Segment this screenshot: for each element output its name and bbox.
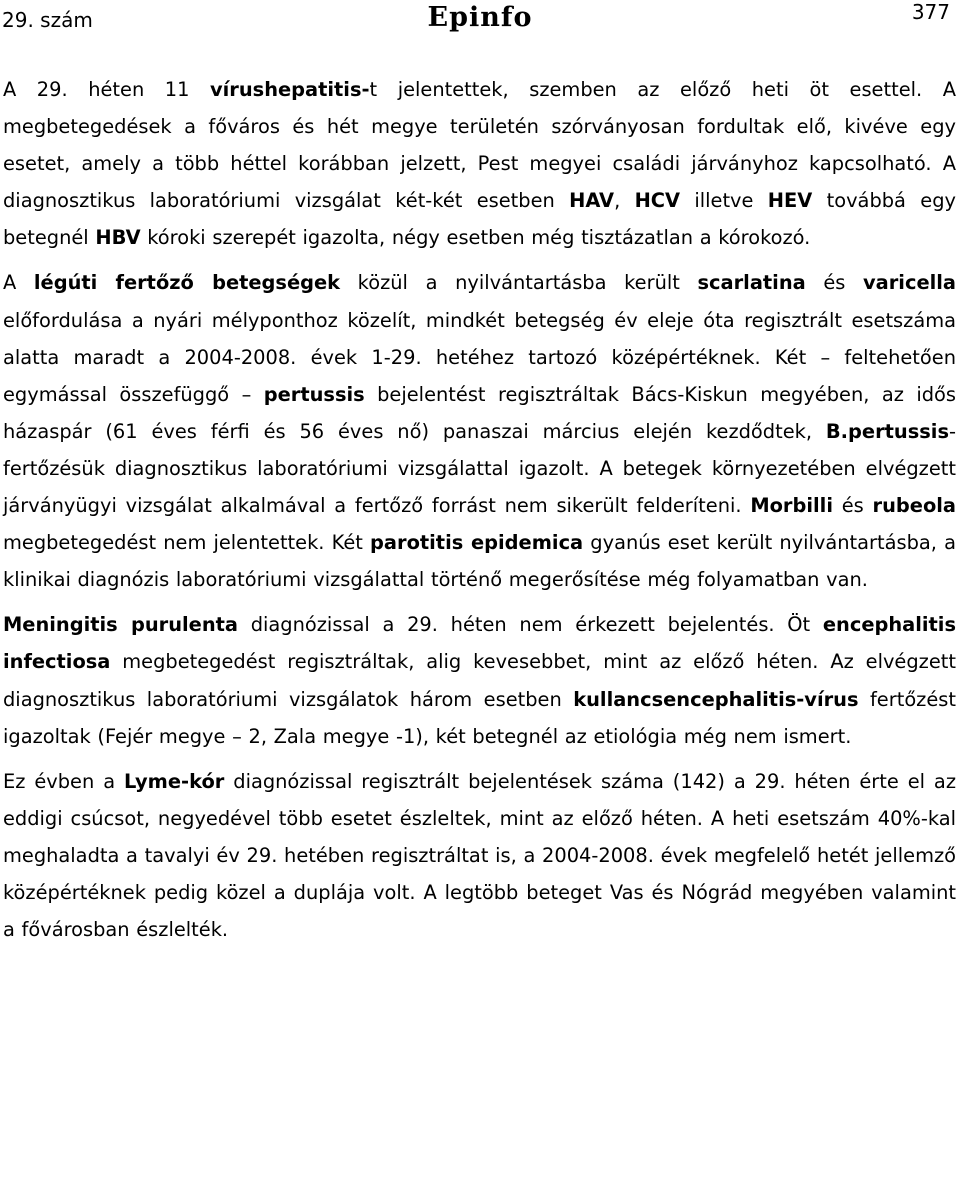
text-run: t jelentettek, szemben az előző heti öt esettel. A megbetegedések a főváros és hét megye területén szórványosan fordultak elő, kivéve egy esetet, amely a több héttel korábban jelzett, Pest megyei családi járványhoz kapcsolható. A diagnosztikus laboratóriumi vizsgálat két-két esetben [3, 78, 956, 213]
page-number: 377 [911, 0, 950, 24]
text-run: -fertőzésük diagnosztikus laboratóriumi vizsgálattal igazolt. A betegek környezetében elvégzett járványügyi vizsgálat alkalmával a fertőző forrást nem sikerült felderíteni. [3, 419, 956, 518]
term-hcv: HCV [634, 189, 681, 213]
article-body [3, 71, 956, 948]
text-run: illetve [680, 189, 768, 213]
paragraph-lyme [3, 763, 956, 948]
text-run: diagnózissal a 29. héten nem érkezett bejelentés. Öt [238, 613, 823, 637]
paragraph-hepatitis [3, 71, 956, 256]
term-kullancsencephalitis: kullancsencephalitis-vírus [573, 687, 859, 711]
text-run: előfordulása a nyári mélyponthoz közelít, mindkét betegség év eleje óta regisztrált esetszáma alatta maradt a 2004-2008. évek 1-29. hetéhez tartozó középértéknek. Két – feltehetően egymással összefüggő – [3, 308, 956, 406]
term-lyme-kor: Lyme-kór [124, 769, 225, 793]
text-run: fertőzést igazoltak (Fejér megye – 2, Zala megye -1), két betegnél az etiológia még nem ismert. [3, 687, 956, 748]
term-varicella: varicella [863, 271, 956, 295]
term-morbilli: Morbilli [750, 494, 833, 518]
text-run: és [805, 271, 864, 295]
text-run: közül a nyilvántartásba került [340, 271, 698, 295]
page-header [0, 0, 960, 44]
term-virushepatitis: vírushepatitis- [210, 78, 370, 101]
term-parotitis-epidemica: parotitis epidemica [370, 531, 584, 555]
term-hbv: HBV [95, 226, 141, 250]
issue-number: 29. szám [2, 8, 93, 32]
text-run: továbbá egy betegnél [3, 189, 956, 250]
term-hev: HEV [767, 189, 813, 213]
term-b-pertussis: B.pertussis [825, 419, 949, 443]
term-scarlatina: scarlatina [697, 271, 806, 295]
term-encephalitis-infectiosa: encephalitis infectiosa [3, 613, 956, 674]
publication-logo: Epinfo [427, 2, 533, 33]
term-rubeola: rubeola [872, 494, 956, 518]
text-run: bejelentést regisztráltak Bács-Kiskun megyében, az idős házaspár (61 éves férfi és 56 éves nő) panaszai március elején kezdődtek, [3, 382, 957, 443]
text-run: , [614, 189, 635, 213]
text-run: megbetegedést nem jelentettek. Két [3, 531, 371, 555]
paragraph-respiratory [3, 264, 956, 598]
term-meningitis-purulenta: Meningitis purulenta [3, 613, 238, 637]
paragraph-meningitis [3, 606, 956, 754]
text-run: diagnózissal regisztrált bejelentések száma (142) a 29. héten érte el az eddigi csúcsot, negyedével több esetet észleltek, mint az előző héten. A heti esetszám 40%-kal meghaladta a tavalyi év 29. hetében regisztráltat is, a 2004-2008. évek megfelelő hetét jellemző középértéknek pedig közel a duplája volt. A legtöbb beteget Vas és Nógrád megyében valamint a fővárosban észlelték. [3, 769, 956, 942]
text-run: megbetegedést regisztráltak, alig kevesebbet, mint az előző héten. Az elvégzett diagnosztikus laboratóriumi vizsgálatok három esetben [3, 650, 956, 711]
text-run: A 29. héten 11 [3, 78, 210, 101]
text-run: Ez évben a [3, 769, 124, 793]
term-pertussis: pertussis [263, 382, 365, 406]
text-run: A [3, 271, 34, 295]
text-run: és [832, 494, 873, 518]
text-run: kóroki szerepét igazolta, négy esetben még tisztázatlan a kórokozó. [140, 226, 811, 250]
text-run: gyanús eset került nyilvántartásba, a klinikai diagnózis laboratóriumi vizsgálattal történő megerősítése még folyamatban van. [3, 531, 956, 592]
term-hav: HAV [569, 189, 615, 213]
term-legut-betegsegek: légúti fertőző betegségek [33, 271, 341, 295]
